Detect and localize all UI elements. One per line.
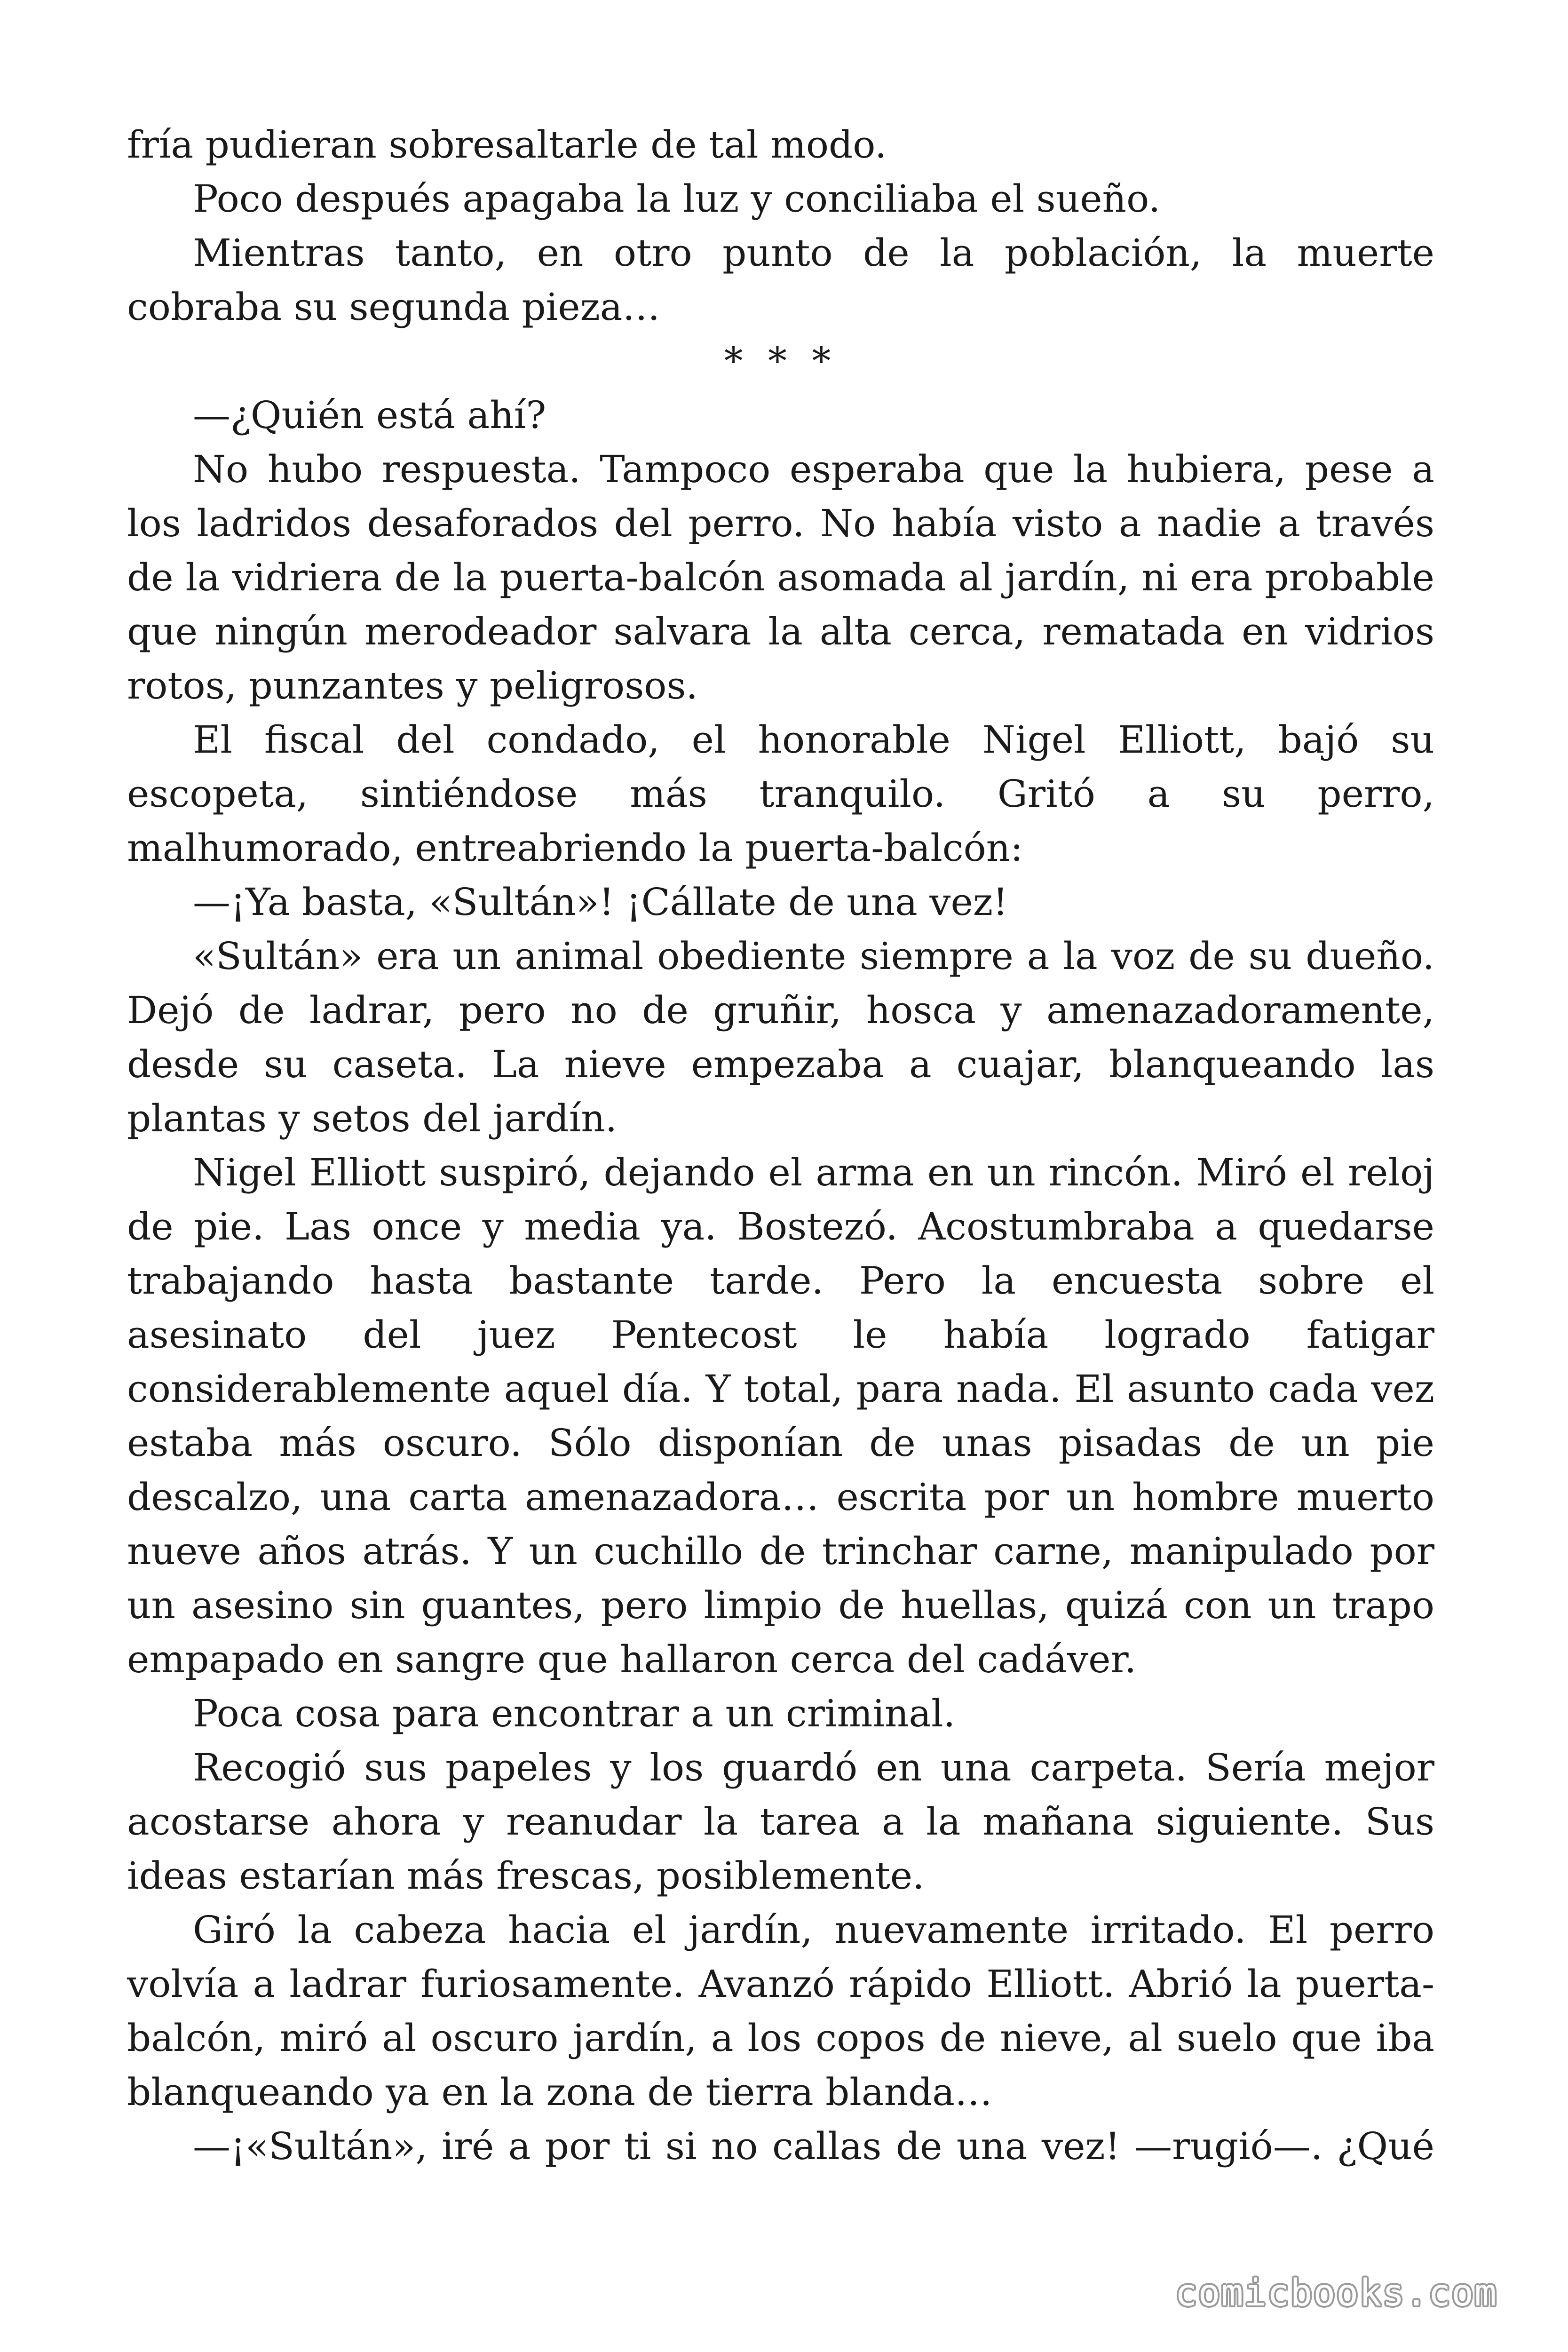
paragraph: Recogió sus papeles y los guardó en una carpeta. Sería mejor acostarse ahora y reanudar la tarea a la mañana siguiente. Sus ideas estarían más frescas, posiblemente.: [127, 1746, 1434, 1898]
paragraph: Poca cosa para encontrar a un criminal.: [193, 1692, 956, 1735]
paragraph: Giró la cabeza hacia el jardín, nuevamente irritado. El perro volvía a ladrar furiosamente. Avanzó rápido Elliott. Abrió la puerta-balcón, miró al oscuro jardín, a los copos de nieve, al suelo que iba blanqueando ya en la zona de tierra blanda…: [127, 1908, 1434, 2114]
paragraph: No hubo respuesta. Tampoco esperaba que la hubiera, pese a los ladridos desaforados del perro. No había visto a nadie a través de la vidriera de la puerta-balcón asomada al jardín, ni era probable que ningún merodeador salvara la alta cerca, rematada en vidrios rotos, punzantes y peligrosos.: [127, 447, 1434, 707]
paragraph: «Sultán» era un animal obediente siempre a la voz de su dueño. Dejó de ladrar, pero no de gruñir, hosca y amenazadoramente, desde su caseta. La nieve empezaba a cuajar, blanqueando las plantas y setos del jardín.: [127, 934, 1434, 1140]
paragraph: Mientras tanto, en otro punto de la población, la muerte cobraba su segunda pieza…: [127, 231, 1434, 329]
paragraph: Poco después apagaba la luz y conciliaba el sueño.: [193, 177, 1161, 221]
watermark: comicbooks.com: [1175, 2272, 1497, 2314]
dialogue-paragraph: —¡«Sultán», iré a por ti si no callas de una vez! —rugió—. ¿Qué: [193, 2124, 1434, 2168]
dialogue-paragraph: —¿Quién está ahí?: [193, 393, 546, 437]
paragraph: Nigel Elliott suspiró, dejando el arma en un rincón. Miró el reloj de pie. Las once y media ya. Bostezó. Acostumbraba a quedarse trabajando hasta bastante tarde. Pero la encuesta sobre el asesinato del juez Pentecost le había logrado fatigar considerablemente aquel día. Y total, para nada. El asunto cada vez estaba más oscuro. Sólo disponían de unas pisadas de un pie descalzo, una carta amenazadora… escrita por un hombre muerto nueve años atrás. Y un cuchillo de trinchar carne, manipulado por un asesino sin guantes, pero limpio de huellas, quizá con un trapo empapado en sangre que hallaron cerca del cadáver.: [127, 1151, 1434, 1681]
dialogue-paragraph: —¡Ya basta, «Sultán»! ¡Cállate de una vez!: [193, 880, 1008, 924]
page-body: [127, 118, 1434, 2173]
paragraph-continuation: fría pudieran sobresaltarle de tal modo.: [127, 123, 887, 167]
section-separator: * * *: [724, 339, 838, 383]
paragraph: El fiscal del condado, el honorable Nigel Elliott, bajó su escopeta, sintiéndose más tranquilo. Gritó a su perro, malhumorado, entreabriendo la puerta-balcón:: [127, 718, 1434, 870]
